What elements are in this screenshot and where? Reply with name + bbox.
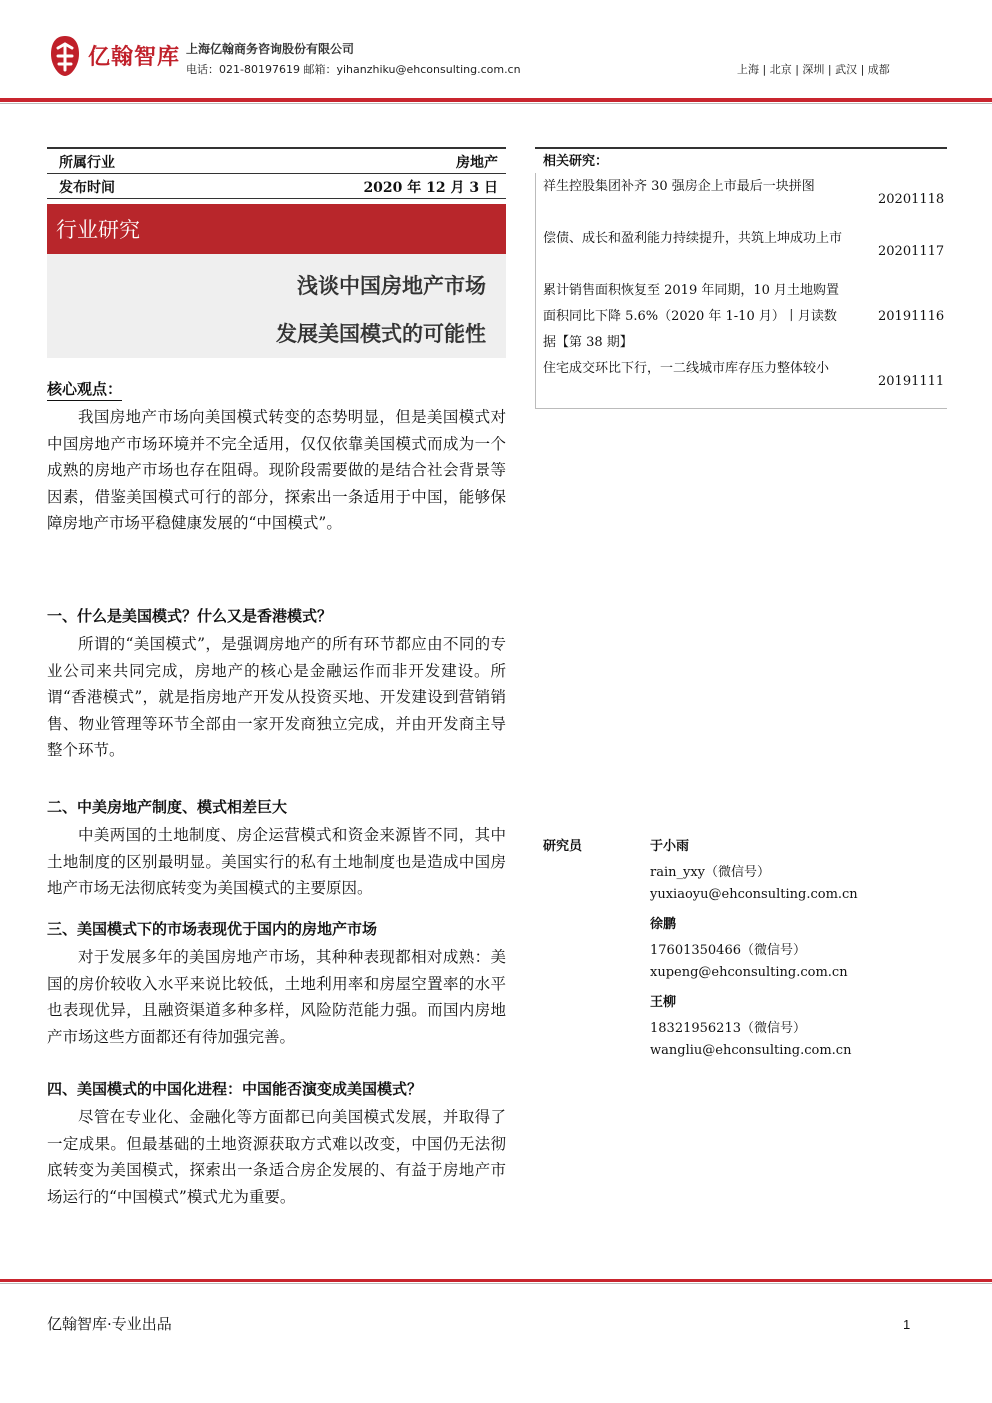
industry-label: 所属行业: [59, 155, 115, 171]
report-title-line-1: 浅谈中国房地产市场: [297, 274, 486, 298]
related-bottom-rule: [535, 408, 947, 409]
researcher-name: 王柳: [650, 995, 677, 1010]
company-name: 上海亿翰商务咨询股份有限公司: [186, 42, 355, 56]
related-research-list: [535, 173, 947, 408]
page-number: 1: [903, 1317, 911, 1332]
related-item-title[interactable]: 累计销售面积恢复至 2019 年同期，10 月土地购置面积同比下降 5.6%（2020 年 1-10 月）丨月读数据【第 38 期】: [543, 283, 840, 350]
header-divider-thin: [0, 103, 992, 104]
footer-divider: [0, 1279, 992, 1282]
related-item-date: 20201118: [878, 192, 945, 207]
researcher-email[interactable]: xupeng@ehconsulting.com.cn: [650, 965, 848, 980]
related-item-title[interactable]: 偿债、成长和盈利能力持续提升，共筑上坤成功上市: [543, 231, 843, 246]
office-cities: 上海 | 北京 | 深圳 | 武汉 | 成都: [737, 63, 890, 76]
section-3-text: 对于发展多年的美国房地产市场，其种种表现都相对成熟：美国的房价较收入水平来说比较低，土地利用率和房屋空置率的水平也表现优异，且融资渠道多种多样，风险防范能力强。而国内房地产市场这些方面都还有待加强完善。: [47, 948, 506, 1046]
researcher-email[interactable]: wangliu@ehconsulting.com.cn: [650, 1043, 852, 1058]
date-label: 发布时间: [59, 180, 115, 196]
related-item-date: 20201117: [878, 244, 945, 259]
footer-divider-thin: [0, 1283, 992, 1284]
industry-value: 房地产: [456, 155, 498, 171]
core-viewpoint-heading: 核心观点：: [47, 378, 122, 401]
related-item-title[interactable]: 住宅成交环比下行，一二线城市库存压力整体较小: [543, 361, 830, 376]
report-title-line-2: 发展美国模式的可能性: [276, 322, 486, 346]
researcher-label: 研究员: [543, 839, 583, 854]
researcher-name: 徐鹏: [650, 917, 677, 932]
meta-date-row: [47, 174, 506, 199]
related-item-title[interactable]: 祥生控股集团补齐 30 强房企上市最后一块拼图: [543, 179, 815, 194]
report-type: 行业研究: [56, 218, 140, 242]
related-top-rule: [535, 147, 947, 149]
section-1-heading: 一、什么是美国模式？什么又是香港模式？: [47, 607, 333, 625]
researcher-email[interactable]: yuxiaoyu@ehconsulting.com.cn: [650, 887, 858, 902]
core-summary: 我国房地产市场向美国模式转变的态势明显，但是美国模式对中国房地产市场环境并不完全适用，仅仅依靠美国模式而成为一个成熟的房地产市场也存在阻碍。现阶段需要做的是结合社会背景等因素，借鉴美国模式可行的部分，探索出一条适用于中国，能够保障房地产市场平稳健康发展的“中国模式”。: [47, 408, 506, 532]
brand-name: 亿翰智库: [88, 45, 181, 70]
related-item-date: 20191111: [878, 374, 945, 389]
brand-logo-icon: [49, 34, 81, 78]
researcher-name: 于小雨: [650, 839, 690, 854]
contact-info: 电话：021-80197619 邮箱：yihanzhiku@ehconsulting.com.cn: [186, 63, 521, 76]
related-item-date: 20191116: [878, 309, 945, 324]
researcher-wechat: rain_yxy（微信号）: [650, 865, 771, 880]
researcher-wechat: 18321956213（微信号）: [650, 1021, 806, 1036]
date-value: 2020 年 12 月 3 日: [363, 180, 498, 196]
footer-text: 亿翰智库·专业出品: [47, 1315, 172, 1333]
section-2-heading: 二、中美房地产制度、模式相差巨大: [47, 798, 288, 816]
header-divider: [0, 98, 992, 102]
section-2-text: 中美两国的土地制度、房企运营模式和资金来源皆不同，其中土地制度的区别最明显。美国实行的私有土地制度也是造成中国房地产市场无法彻底转变为美国模式的主要原因。: [47, 826, 506, 897]
section-1-text: 所谓的“美国模式”，是强调房地产的所有环节都应由不同的专业公司来共同完成，房地产的核心是金融运作而非开发建设。所谓“香港模式”，就是指房地产开发从投资买地、开发建设到营销销售、物业管理等环节全部由一家开发商独立完成，并由开发商主导整个环节。: [47, 635, 506, 759]
section-4-heading: 四、美国模式的中国化进程：中国能否演变成美国模式？: [47, 1080, 423, 1098]
researcher-wechat: 17601350466（微信号）: [650, 943, 806, 958]
meta-industry-row: [47, 149, 506, 174]
section-3-heading: 三、美国模式下的市场表现优于国内的房地产市场: [47, 920, 378, 938]
section-4-text: 尽管在专业化、金融化等方面都已向美国模式发展，并取得了一定成果。但最基础的土地资源获取方式难以改变，中国仍无法彻底转变为美国模式，探索出一条适合房企发展的、有益于房地产市场运行的“中国模式”模式尤为重要。: [47, 1108, 506, 1206]
related-research-heading: 相关研究：: [543, 154, 609, 169]
